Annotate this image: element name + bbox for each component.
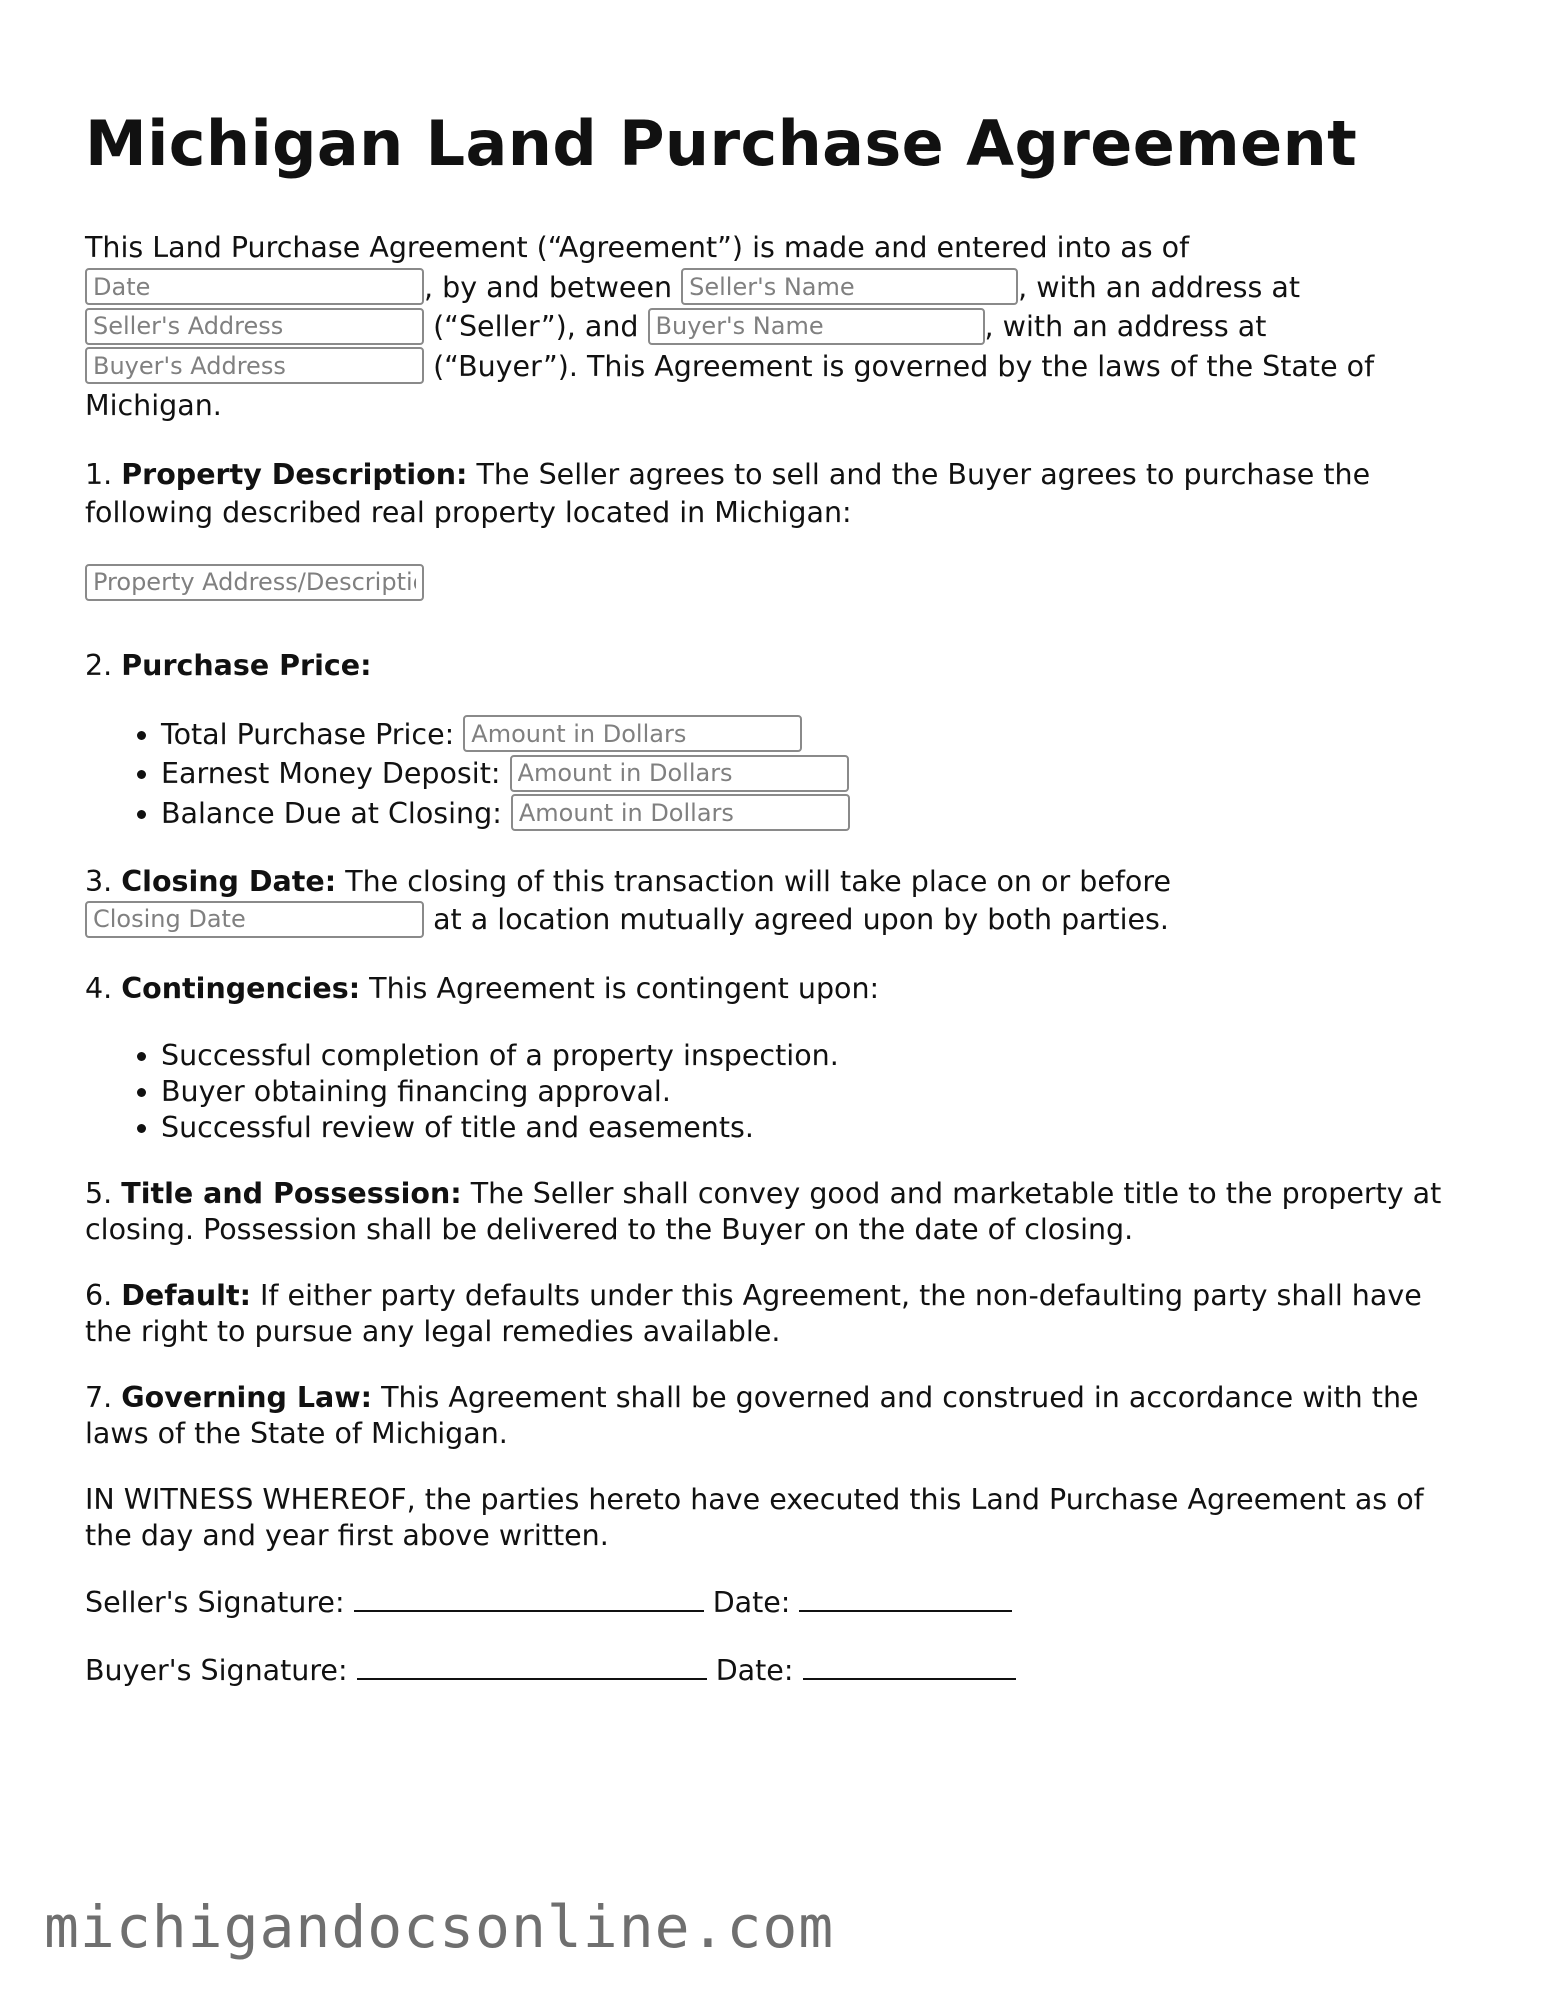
- list-item-earnest-money: [161, 754, 1475, 794]
- seller-signature-label: Seller's Signature:: [85, 1585, 345, 1619]
- document: [85, 104, 1475, 1720]
- closing-date-field[interactable]: [85, 901, 424, 938]
- section-heading: Closing Date:: [121, 865, 337, 898]
- purchase-price-list: [85, 715, 1475, 834]
- buyer-address-field[interactable]: [85, 347, 424, 384]
- intro-text-2: , by and between: [424, 270, 673, 304]
- section-heading: Contingencies:: [121, 971, 361, 1005]
- section-number: 5.: [85, 1176, 113, 1210]
- list-item-balance-due: [161, 794, 1475, 834]
- section-text: If either party defaults under this Agreement, the non-defaulting party shall have the right to pursue any legal remedies available.: [85, 1278, 1422, 1348]
- total-price-label: Total Purchase Price:: [161, 717, 455, 751]
- section-default: [85, 1278, 1475, 1350]
- section-text: This Agreement is contingent upon:: [369, 971, 880, 1005]
- section-property-description: [85, 456, 1475, 532]
- section-number: 1.: [85, 457, 113, 491]
- section-heading: Purchase Price:: [121, 648, 372, 682]
- list-item: • Successful review of title and easements.: [161, 1110, 1475, 1146]
- list-item-total-price: [161, 715, 1475, 755]
- section-governing-law: [85, 1380, 1475, 1452]
- section-closing-date: [85, 863, 1475, 940]
- agreement-date-field[interactable]: [85, 268, 424, 305]
- buyer-date-blank[interactable]: [803, 1652, 1016, 1680]
- section-text: The Seller shall convey good and marketable title to the property at closing. Possession shall be delivered to the Buyer on the date of closing.: [85, 1176, 1442, 1246]
- seller-signature-line: [85, 1584, 1475, 1622]
- balance-due-label: Balance Due at Closing:: [161, 796, 502, 830]
- list-item: • Successful completion of a property inspection.: [161, 1038, 1475, 1074]
- section-text: The Seller agrees to sell and the Buyer agrees to purchase the following described real property located in Michigan:: [85, 457, 1371, 529]
- earnest-money-field[interactable]: [510, 755, 849, 792]
- section-contingencies: [85, 970, 1475, 1008]
- intro-text-1: This Land Purchase Agreement (“Agreement”) is made and entered into as of: [85, 231, 1190, 264]
- section-heading: Title and Possession:: [121, 1176, 462, 1210]
- section-text: This Agreement shall be governed and construed in accordance with the laws of the State of Michigan.: [85, 1380, 1419, 1450]
- earnest-money-label: Earnest Money Deposit:: [161, 757, 501, 790]
- intro-paragraph: [85, 228, 1475, 426]
- buyer-signature-line: [85, 1652, 1475, 1690]
- total-price-field[interactable]: [463, 715, 802, 752]
- intro-text-3: , with an address at: [1018, 270, 1301, 304]
- section-heading: Property Description:: [121, 457, 468, 491]
- contingencies-list: [85, 1038, 1475, 1146]
- section-number: 2.: [85, 648, 113, 682]
- section-heading: Governing Law:: [121, 1380, 372, 1414]
- section-title-possession: [85, 1176, 1475, 1248]
- balance-due-field[interactable]: [511, 794, 850, 831]
- intro-text-6: (“Buyer”). This Agreement is governed by the laws of the State of Michigan.: [85, 349, 1375, 422]
- seller-date-blank[interactable]: [799, 1584, 1012, 1612]
- section-text: The closing of this transaction will take place on or before: [345, 865, 1171, 898]
- list-item: • Buyer obtaining financing approval.: [161, 1074, 1475, 1110]
- section-text-2: at a location mutually agreed upon by both parties.: [433, 903, 1169, 936]
- section-number: 3.: [85, 865, 113, 898]
- seller-signature-blank[interactable]: [354, 1584, 704, 1612]
- witness-paragraph: IN WITNESS WHEREOF, the parties hereto have executed this Land Purchase Agreement as of the day and year first above written.: [85, 1482, 1424, 1552]
- intro-text-4: (“Seller”), and: [433, 310, 639, 343]
- buyer-signature-blank[interactable]: [357, 1652, 707, 1680]
- buyer-signature-label: Buyer's Signature:: [85, 1653, 348, 1687]
- section-number: 4.: [85, 971, 113, 1005]
- section-heading: Default:: [121, 1278, 251, 1312]
- section-purchase-price: [85, 647, 1475, 685]
- section-number: 7.: [85, 1380, 113, 1414]
- page-title: Michigan Land Purchase Agreement: [85, 107, 1358, 180]
- seller-name-field[interactable]: [681, 268, 1018, 305]
- intro-text-5: , with an address at: [984, 310, 1267, 343]
- property-address-field[interactable]: [85, 564, 424, 601]
- buyer-name-field[interactable]: [648, 308, 985, 345]
- buyer-date-label: Date:: [715, 1653, 794, 1687]
- seller-date-label: Date:: [712, 1585, 791, 1619]
- seller-address-field[interactable]: [85, 308, 424, 345]
- section-number: 6.: [85, 1278, 113, 1312]
- site-watermark: michigandocsonline.com: [44, 1893, 835, 1961]
